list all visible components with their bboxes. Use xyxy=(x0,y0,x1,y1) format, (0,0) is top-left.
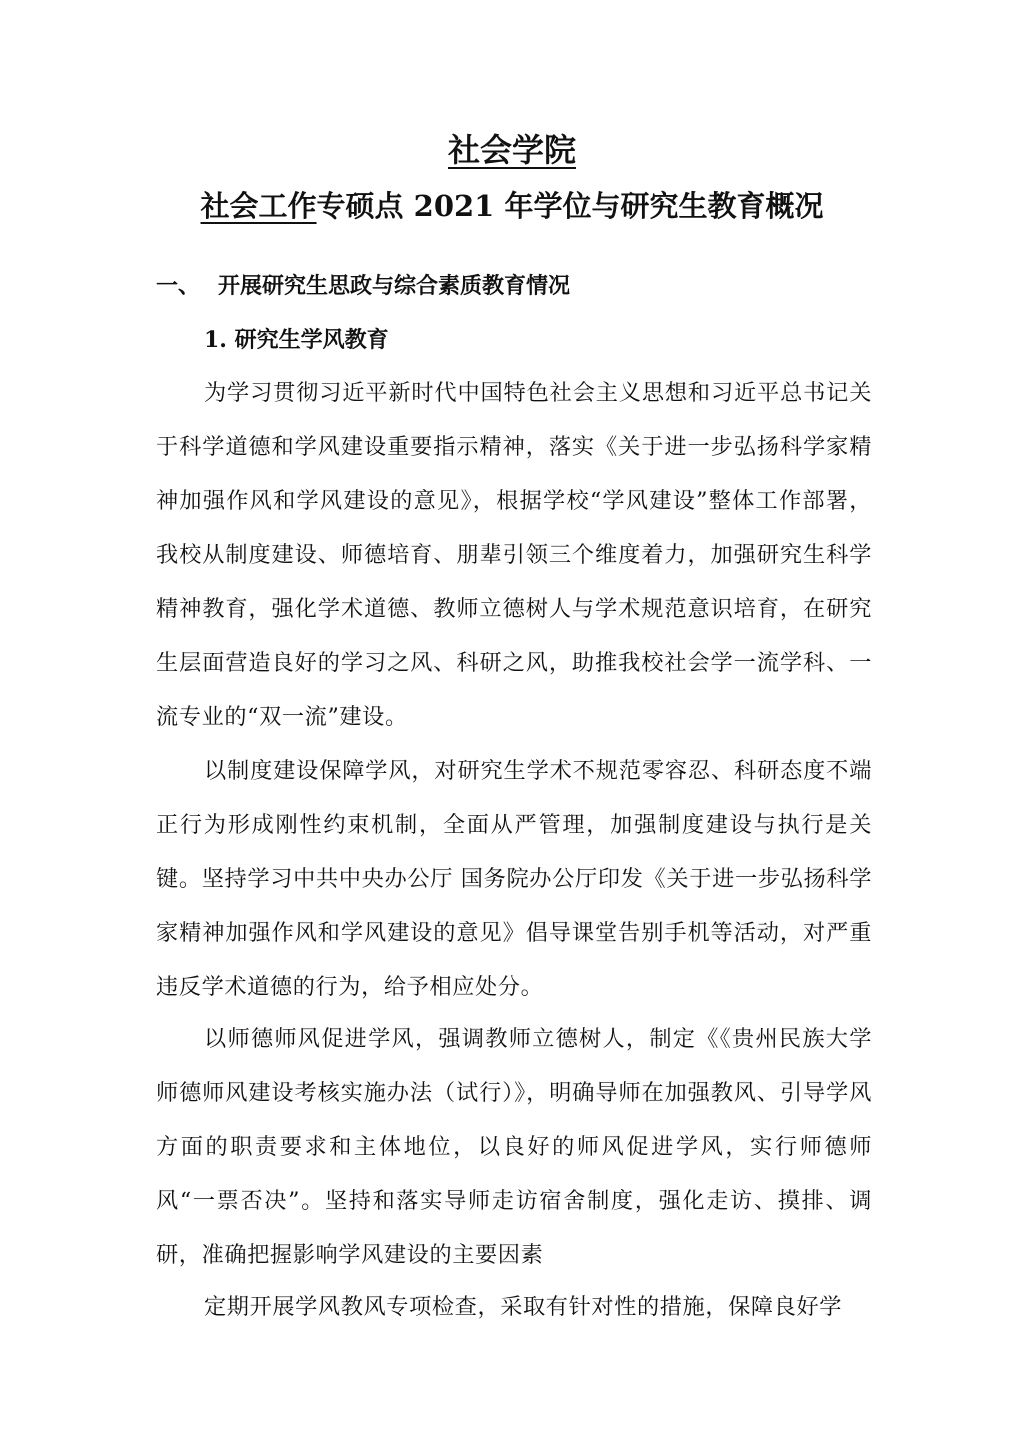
section-number: 一、 xyxy=(156,273,201,299)
section-heading xyxy=(156,266,570,306)
subtitle-underlined-part: 社会工作 xyxy=(200,189,317,223)
subsection-heading: 1. 研究生学风教育 xyxy=(204,327,389,353)
body-paragraph: 定期开展学风教风专项检查，采取有针对性的措施，保障良好学 xyxy=(204,1294,843,1320)
document-title xyxy=(0,128,1024,172)
document-title-text: 社会学院 xyxy=(447,131,576,169)
section-heading-text: 开展研究生思政与综合素质教育情况 xyxy=(218,273,571,299)
document-subtitle xyxy=(0,184,1024,228)
subtitle-rest: 专硕点 2021 年学位与研究生教育概况 xyxy=(316,189,824,223)
body-paragraph: 为学习贯彻习近平新时代中国特色社会主义思想和习近平总书记关于科学道德和学风建设重要指示精神，落实《关于进一步弘扬科学家精神加强作风和学风建设的意见》，根据学校“学风建设”整体工作部署，我校从制度建设、师德培育、朋辈引领三个维度着力，加强研究生科学精神教育，强化学术道德、教师立德树人与学术规范意识培育，在研究生层面营造良好的学习之风、科研之风，助推我校社会学一流学科、一流专业的“双一流”建设。 xyxy=(156,380,872,730)
body-paragraph: 以师德师风促进学风，强调教师立德树人，制定《《贵州民族大学师德师风建设考核实施办法（试行）》，明确导师在加强教风、引导学风方面的职责要求和主体地位，以良好的师风促进学风，实行师德师风“一票否决”。坚持和落实导师走访宿舍制度，强化走访、摸排、调研，准确把握影响学风建设的主要因素 xyxy=(156,1026,872,1268)
body-paragraph: 以制度建设保障学风，对研究生学术不规范零容忍、科研态度不端正行为形成刚性约束机制，全面从严管理，加强制度建设与执行是关键。坚持学习中共中央办公厅 国务院办公厅印发《关于进一步弘扬科学家精神加强作风和学风建设的意见》倡导课堂告别手机等活动，对严重违反学术道德的行为，给予相应处分。 xyxy=(156,758,872,1000)
